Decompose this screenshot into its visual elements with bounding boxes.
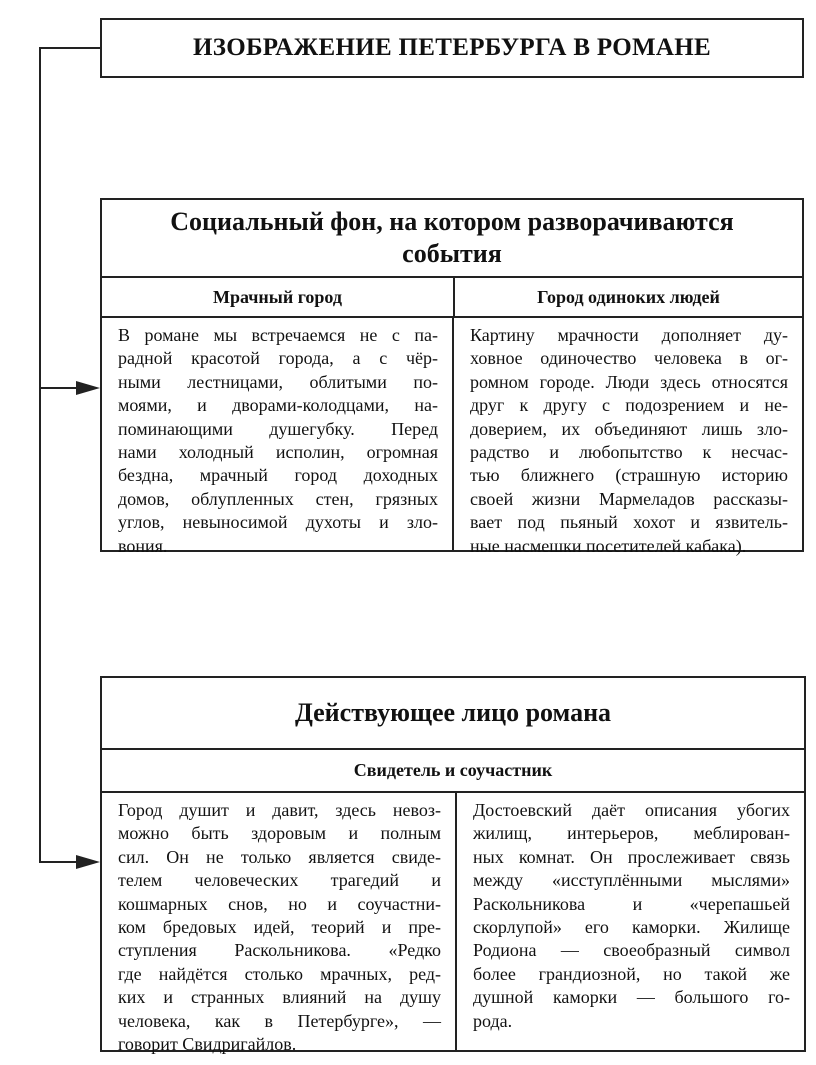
diagram-title: ИЗОБРАЖЕНИЕ ПЕТЕРБУРГА В РОМАНЕ [100,18,804,78]
section1-columns [102,318,802,556]
text-line: радной красотой города, а с чёр- [118,348,438,369]
section1-heading-line: Социальный фон, на котором разворачиваются [170,207,734,236]
text-line: нами холодный исполин, огромная [118,442,438,463]
text-line: сил. Он не только является свиде- [118,846,441,867]
connector-arrow1-line [39,387,79,389]
text-line: моями, и дворами-колодцами, на- [118,395,438,416]
text-line: Картину мрачности дополняет ду- [470,325,788,345]
gloomy-city-text [102,318,454,556]
text-line: телем человеческих трагедий и [118,870,441,891]
section1-subheadings [102,278,802,318]
connector-top-line [39,47,101,49]
text-line: Раскольникова и «черепашьей [473,893,790,914]
section1-heading-line: события [402,239,502,268]
text-line: Родиона — своеобразный символ [473,940,790,961]
text-line: более грандиозной, но такой же [473,963,790,984]
subheading-gloomy-city: Мрачный город [102,278,455,316]
connector-arrow2-line [39,861,79,863]
text-line: жилищ, интерьеров, меблирован- [473,823,790,844]
text-line: вает под пьяный хохот и язвитель- [470,512,788,533]
character-box [100,676,806,1055]
text-line: между «исступлёнными мыслями» [473,870,790,891]
connector-vertical-line [39,47,41,863]
text-line: бездна, мрачный город доходных [118,465,438,486]
text-line: радство и любопытство к несчас- [470,442,788,463]
text-line: друг к другу с подозрением и не- [470,395,788,416]
section2-columns [102,793,804,1055]
text-line: В романе мы встречаемся не с па- [118,325,438,345]
text-line: домов, облупленных стен, грязных [118,488,438,509]
text-line: ких и странных влияний на душу [118,987,441,1008]
section1-heading [102,200,802,278]
text-line: говорит Свидригайлов. [118,1034,297,1055]
text-line: тью ближнего (страшную историю [470,465,788,486]
text-line: ромном городе. Люди здесь относятся [470,371,788,392]
witness-text-left [102,793,457,1055]
arrow-right-icon [76,381,100,395]
subheading-lonely-people: Город одиноких людей [537,286,720,307]
lonely-people-text [454,318,802,556]
text-line: ными лестницами, облитыми по- [118,371,438,392]
text-line: Город душит и давит, здесь невоз- [118,800,441,820]
text-line: доверием, их объединяют лишь зло- [470,418,788,439]
text-line: можно быть здоровым и полным [118,823,441,844]
text-line: ступления Раскольникова. «Редко [118,940,441,961]
text-line: скорлупой» его каморки. Жилище [473,917,790,938]
social-background-box [100,198,804,556]
text-line: рода. [473,1010,513,1031]
text-line: ные насмешки посетителей кабака). [470,535,747,556]
section2-subheading-row [102,750,804,793]
subheading-witness: Свидетель и соучастник [353,760,553,780]
text-line: душной каморки — большого го- [473,987,790,1008]
text-line: ховное одиночество человека в ог- [470,348,788,369]
arrow-right-icon [76,855,100,869]
section2-heading: Действующее лицо романа [102,678,804,750]
text-line: ком бредовых идей, теорий и пре- [118,917,441,938]
text-line: Достоевский даёт описания убогих [473,800,790,820]
text-line: где найдётся столько мрачных, ред- [118,963,441,984]
witness-text-right [457,793,804,1050]
text-line: человека, как в Петербурге», — [118,1010,441,1031]
text-line: поминающими душегубку. Перед [118,418,438,439]
text-line: ных комнат. Он прослеживает связь [473,846,790,867]
text-line: вония. [118,535,168,556]
text-line: углов, невыносимой духоты и зло- [118,512,438,533]
text-line: своей жизни Мармеладов рассказы- [470,488,788,509]
text-line: кошмарных снов, но и соучастни- [118,893,441,914]
